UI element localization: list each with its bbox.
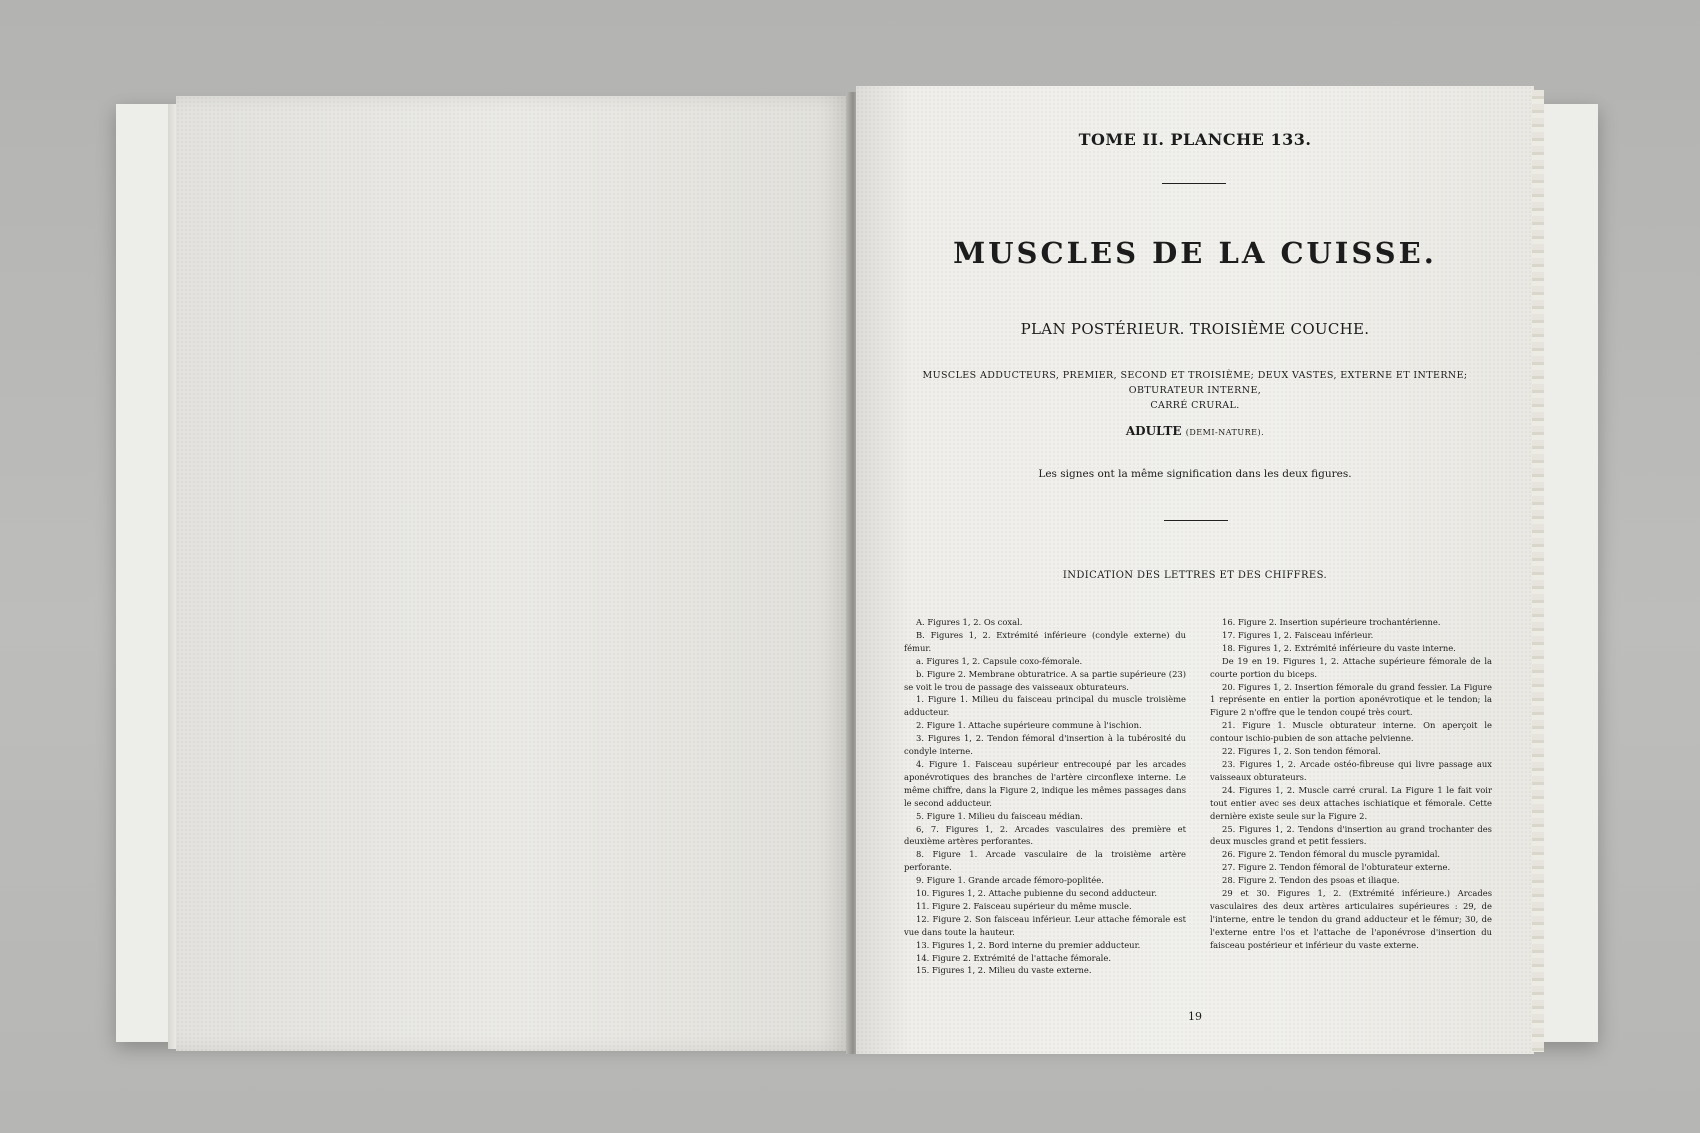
adulte-label: ADULTE (1125, 424, 1182, 438)
legend-entry: 28. Figure 2. Tendon des psoas et iliaque. (1222, 875, 1400, 886)
plan-subtitle: PLAN POSTÉRIEUR. TROISIÈME COUCHE. (1020, 320, 1370, 338)
legend-entry: 15. Figures 1, 2. Milieu du vaste externe. (916, 965, 1092, 976)
legend-entry: 2. Figure 1. Attache supérieure commune à l'ischion. (916, 720, 1142, 731)
legend-entry: 25. Figures 1, 2. Tendons d'insertion au grand trochanter des deux muscles grand et petit fessiers. (1210, 823, 1492, 847)
middle-rule (1164, 520, 1228, 521)
legend-entry: 13. Figures 1, 2. Bord interne du premier adducteur. (916, 939, 1141, 950)
muscles-line-2: CARRÉ CRURAL. (1150, 400, 1240, 411)
legend-entry: A. Figures 1, 2. Os coxal. (916, 617, 1023, 627)
legend-entry: 16. Figure 2. Insertion supérieure trochantérienne. (1222, 617, 1441, 627)
signes-note: Les signes ont la même signification dans les deux figures. (1038, 468, 1352, 480)
muscles-list (904, 368, 1486, 413)
legend-entry: 8. Figure 1. Arcade vasculaire de la troisième artère perforante. (904, 849, 1186, 873)
legend-entry: De 19 en 19. Figures 1, 2. Attache supérieure fémorale de la courte portion du biceps. (1210, 655, 1492, 679)
legend-entry: 3. Figures 1, 2. Tendon fémoral d'insertion à la tubérosité du condyle interne. (904, 733, 1186, 757)
legend-entry: 5. Figure 1. Milieu du faisceau médian. (916, 810, 1083, 821)
legend-entry: 11. Figure 2. Faisceau supérieur du même muscle. (916, 900, 1132, 911)
legend-entry: 20. Figures 1, 2. Insertion fémorale du grand fessier. La Figure 1 représente en entier la portion aponévrotique et le tendon; la Figure 2 n'offre que le tendon coupé très court. (1210, 681, 1492, 718)
legend-entry: 9. Figure 1. Grande arcade fémoro-poplitée. (916, 875, 1104, 886)
top-rule (1162, 183, 1226, 184)
tome-heading: TOME II. PLANCHE 133. (1078, 130, 1312, 149)
legend-entry: 18. Figures 1, 2. Extrémité inférieure du vaste interne. (1222, 642, 1456, 653)
legend-entry: a. Figures 1, 2. Capsule coxo-fémorale. (916, 655, 1083, 666)
legend-entry: 21. Figure 1. Muscle obturateur interne. On aperçoit le contour ischio-pubien de son attache pelvienne. (1210, 720, 1492, 744)
legend-entry: 22. Figures 1, 2. Son tendon fémoral. (1222, 746, 1381, 757)
legend-entry: 4. Figure 1. Faisceau supérieur entrecoupé par les arcades aponévrotiques des branches de l'artère circonflexe interne. Le même chiffre, dans la Figure 2, indique les mêmes passages dans le second adducteur. (904, 758, 1186, 808)
right-page (856, 86, 1534, 1054)
legend-entry: 1. Figure 1. Milieu du faisceau principal du muscle troisième adducteur. (904, 694, 1186, 718)
legend-entry: b. Figure 2. Membrane obturatrice. A sa partie supérieure (23) se voit le trou de passage des vaisseaux obturateurs. (904, 668, 1186, 692)
legend-entry: 24. Figures 1, 2. Muscle carré crural. La Figure 1 le fait voir tout entier avec ses deux attaches ischiatique et fémorale. Cette dernière existe seule sur la Figure 2. (1210, 784, 1492, 821)
legend-entry: 10. Figures 1, 2. Attache pubienne du second adducteur. (916, 888, 1158, 899)
page-content (856, 86, 1534, 1054)
legend-entry: 14. Figure 2. Extrémité de l'attache fémorale. (916, 952, 1111, 963)
legend-columns (904, 616, 1492, 977)
legend-entry: 26. Figure 2. Tendon fémoral du muscle pyramidal. (1222, 849, 1441, 860)
left-blank-page (176, 96, 852, 1051)
legend-entry: 27. Figure 2. Tendon fémoral de l'obturateur externe. (1222, 862, 1451, 873)
indication-heading: INDICATION DES LETTRES ET DES CHIFFRES. (1062, 570, 1328, 581)
legend-entry: 23. Figures 1, 2. Arcade ostéo-fibreuse qui livre passage aux vaisseaux obturateurs. (1210, 758, 1492, 782)
adulte-note: (DEMI-NATURE). (1185, 428, 1265, 437)
deckle-edge (1532, 90, 1544, 1052)
main-title: MUSCLES DE LA CUISSE. (953, 236, 1437, 270)
legend-entry: 17. Figures 1, 2. Faisceau inférieur. (1222, 629, 1374, 640)
muscles-line-1: MUSCLES ADDUCTEURS, PREMIER, SECOND ET TROISIÈME; DEUX VASTES, EXTERNE ET INTERNE; OBTURATEUR INTERNE, (922, 370, 1468, 396)
legend-entry: 29 et 30. Figures 1, 2. (Extrémité inférieure.) Arcades vasculaires des deux artères articulaires supérieures : 29, de l'interne, entre le tendon du grand adducteur et le fémur; 30, de l'externe entre l'os et l'attache de l'aponévrose d'insertion du faisceau postérieur et inférieur du vaste externe. (1210, 888, 1492, 950)
adulte-line (856, 424, 1534, 438)
legend-entry: 12. Figure 2. Son faisceau inférieur. Leur attache fémorale est vue dans toute la hauteur. (904, 913, 1186, 937)
page-number: 19 (1188, 1010, 1202, 1023)
legend-entry: B. Figures 1, 2. Extrémité inférieure (condyle externe) du fémur. (904, 629, 1186, 653)
legend-column-right (1210, 616, 1492, 977)
legend-entry: 6, 7. Figures 1, 2. Arcades vasculaires des première et deuxième artères perforantes. (904, 823, 1186, 847)
legend-column-left (904, 616, 1186, 977)
